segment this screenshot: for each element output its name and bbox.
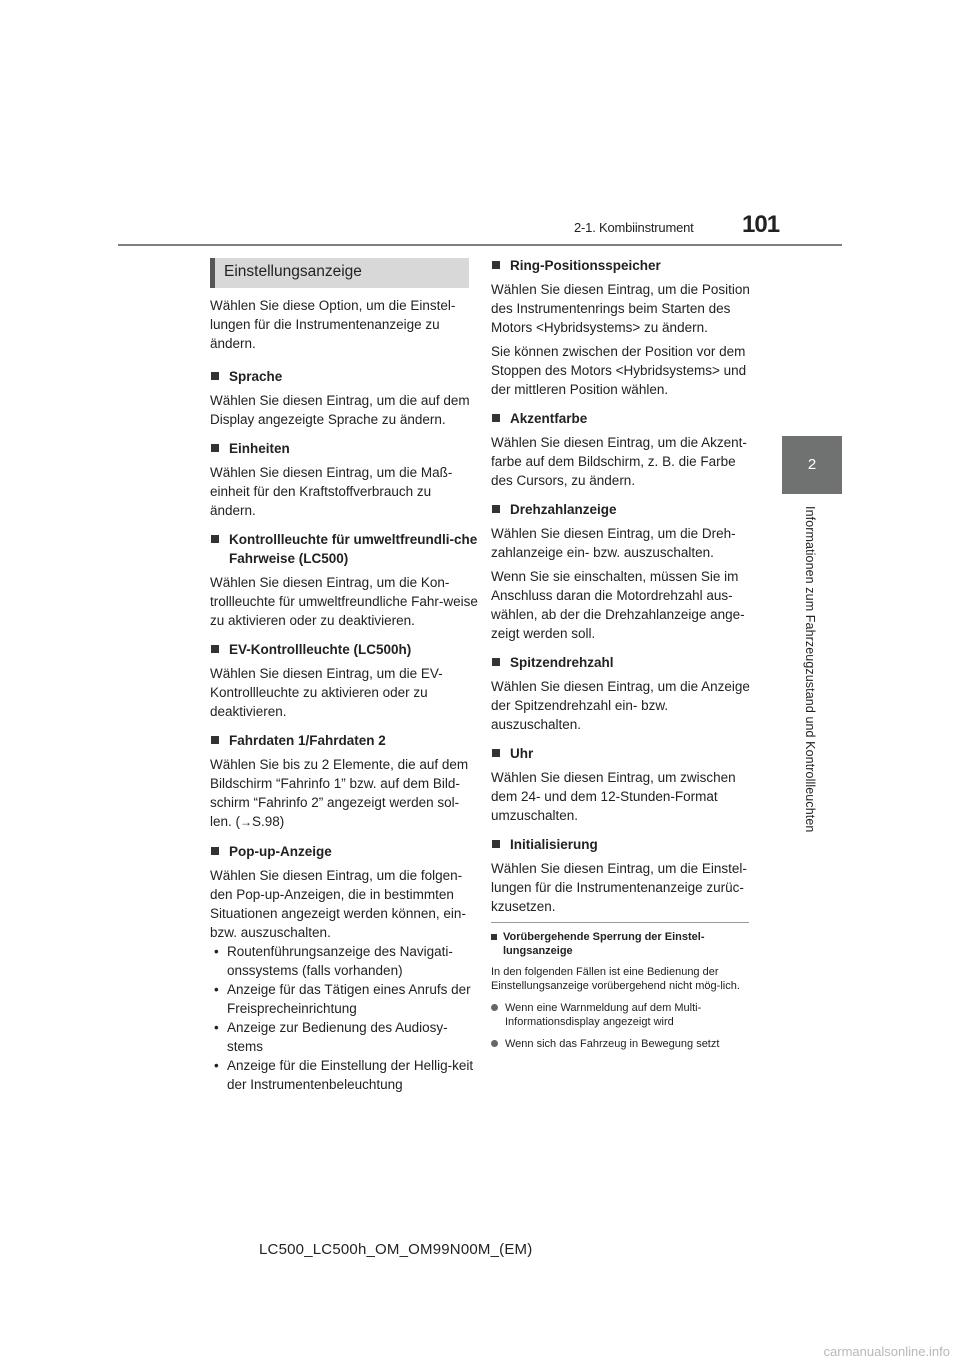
item-text: Wählen Sie diesen Eintrag, um die Akzent-farbe auf dem Bildschirm, z. B. die Farbe des Cursors, zu ändern. (491, 435, 747, 488)
item-heading: Initialisierung (491, 835, 761, 854)
item-text: Wählen Sie diesen Eintrag, um die Anzeige der Spitzendrehzahl ein- bzw. auszuschalten. (491, 679, 750, 732)
square-bullet-icon (211, 535, 219, 543)
item-heading: Pop-up-Anzeige (210, 842, 480, 861)
item-text: Wählen Sie diesen Eintrag, um die Kon-trollleuchte für umweltfreundliche Fahr-weise zu aktivieren oder zu deaktivieren. (210, 575, 478, 628)
header-divider (118, 244, 842, 246)
note-divider (491, 922, 749, 923)
item-text: Wählen Sie diesen Eintrag, um die Position des Instrumentenrings beim Starten des Motors <Hybridsystems> zu ändern. (491, 282, 750, 335)
item-heading: Uhr (491, 744, 761, 763)
square-bullet-icon (491, 934, 497, 940)
item-heading: Spitzendrehzahl (491, 653, 761, 672)
item-heading: Akzentfarbe (491, 409, 761, 428)
chapter-title: Informationen zum Fahrzeugzustand und Kontrollleuchten (803, 506, 817, 833)
intro-paragraph: Wählen Sie diese Option, um die Einstel-lungen für die Instrumentenanzeige zu ändern. (210, 298, 456, 351)
page-reference-link[interactable]: S.98) (252, 814, 285, 829)
square-bullet-icon (211, 444, 219, 452)
list-item: • Routenführungsanzeige des Navigati-onssystems (falls vorhanden) (210, 942, 480, 980)
chapter-number: 2 (807, 456, 817, 473)
square-bullet-icon (492, 414, 500, 422)
item-heading: Drehzahlanzeige (491, 500, 761, 519)
item-heading: EV-Kontrollleuchte (LC500h) (210, 640, 480, 659)
page-number: 101 (742, 211, 780, 238)
watermark: carmanualsonline.info (823, 1344, 950, 1359)
item-text: Wählen Sie diesen Eintrag, um die Maß-einheit für den Kraftstoffverbrauch zu ändern. (210, 465, 453, 518)
section-heading: Einstellungsanzeige (210, 258, 469, 288)
circle-bullet-icon (491, 1040, 498, 1047)
list-item: Wenn eine Warnmeldung auf dem Multi-Informationsdisplay angezeigt wird (491, 1001, 749, 1029)
item-heading: Fahrdaten 1/Fahrdaten 2 (210, 731, 480, 750)
square-bullet-icon (211, 847, 219, 855)
right-column (491, 256, 761, 921)
item-text: Wählen Sie diesen Eintrag, um die Einstel-lungen für die Instrumentenanzeige zurüc-kzusetzen. (491, 861, 747, 914)
item-text: Wählen Sie diesen Eintrag, um die EV-Kontrollleuchte zu aktivieren oder zu deaktivieren. (210, 666, 443, 719)
item-text: Wenn Sie sie einschalten, müssen Sie im Anschluss daran die Motordrehzahl aus-wählen, ab der die Drehzahlanzeige ange-zeigt werden soll. (491, 569, 745, 641)
item-heading: Sprache (210, 367, 480, 386)
chapter-tab[interactable] (782, 436, 842, 494)
list-item: • Anzeige für die Einstellung der Hellig-keit der Instrumentenbeleuchtung (210, 1056, 480, 1094)
item-text: Sie können zwischen der Position vor dem Stoppen des Motors <Hybridsystems> und der mittleren Position wählen. (491, 344, 747, 397)
list-item: Wenn sich das Fahrzeug in Bewegung setzt (491, 1037, 749, 1051)
list-item: • Anzeige zur Bedienung des Audiosy-stems (210, 1018, 480, 1056)
square-bullet-icon (492, 840, 500, 848)
item-text: Wählen Sie diesen Eintrag, um die auf dem Display angezeigte Sprache zu ändern. (210, 393, 470, 427)
footer-code: LC500_LC500h_OM_OM99N00M_(EM) (259, 1241, 533, 1258)
square-bullet-icon (492, 658, 500, 666)
item-text: Wählen Sie diesen Eintrag, um zwischen dem 24- und dem 12-Stunden-Format umzuschalten. (491, 770, 736, 823)
list-item: • Anzeige für das Tätigen eines Anrufs der Freisprecheinrichtung (210, 980, 480, 1018)
item-text: Wählen Sie bis zu 2 Elemente, die auf dem Bildschirm “Fahrinfo 1” bzw. auf dem Bild-schirm “Fahrinfo 2” angezeigt werden sol-len. (→S.98) (210, 757, 469, 829)
item-text: Wählen Sie diesen Eintrag, um die Dreh-zahlanzeige ein- bzw. auszuschalten. (491, 526, 736, 560)
item-heading: Ring-Positionsspeicher (491, 256, 761, 275)
circle-bullet-icon (491, 1004, 498, 1011)
arrow-right-icon: → (240, 815, 253, 829)
square-bullet-icon (492, 505, 500, 513)
header-section-title: 2-1. Kombiinstrument (574, 220, 694, 235)
note-box (491, 930, 749, 1059)
square-bullet-icon (211, 736, 219, 744)
square-bullet-icon (211, 645, 219, 653)
square-bullet-icon (492, 261, 500, 269)
square-bullet-icon (492, 749, 500, 757)
item-heading: Kontrollleuchte für umweltfreundli-che Fahrweise (LC500) (210, 530, 480, 568)
note-text: In den folgenden Fällen ist eine Bedienung der Einstellungsanzeige vorübergehend nicht mög-lich. (491, 966, 740, 992)
square-bullet-icon (211, 372, 219, 380)
left-column (210, 296, 480, 1094)
item-heading: Einheiten (210, 439, 480, 458)
item-text: Wählen Sie diesen Eintrag, um die folgen-den Pop-up-Anzeigen, die in bestimmten Situationen angezeigt werden können, ein- bzw. auszuschalten. (210, 868, 466, 940)
note-heading: Vorübergehende Sperrung der Einstel-lungsanzeige (491, 930, 749, 958)
